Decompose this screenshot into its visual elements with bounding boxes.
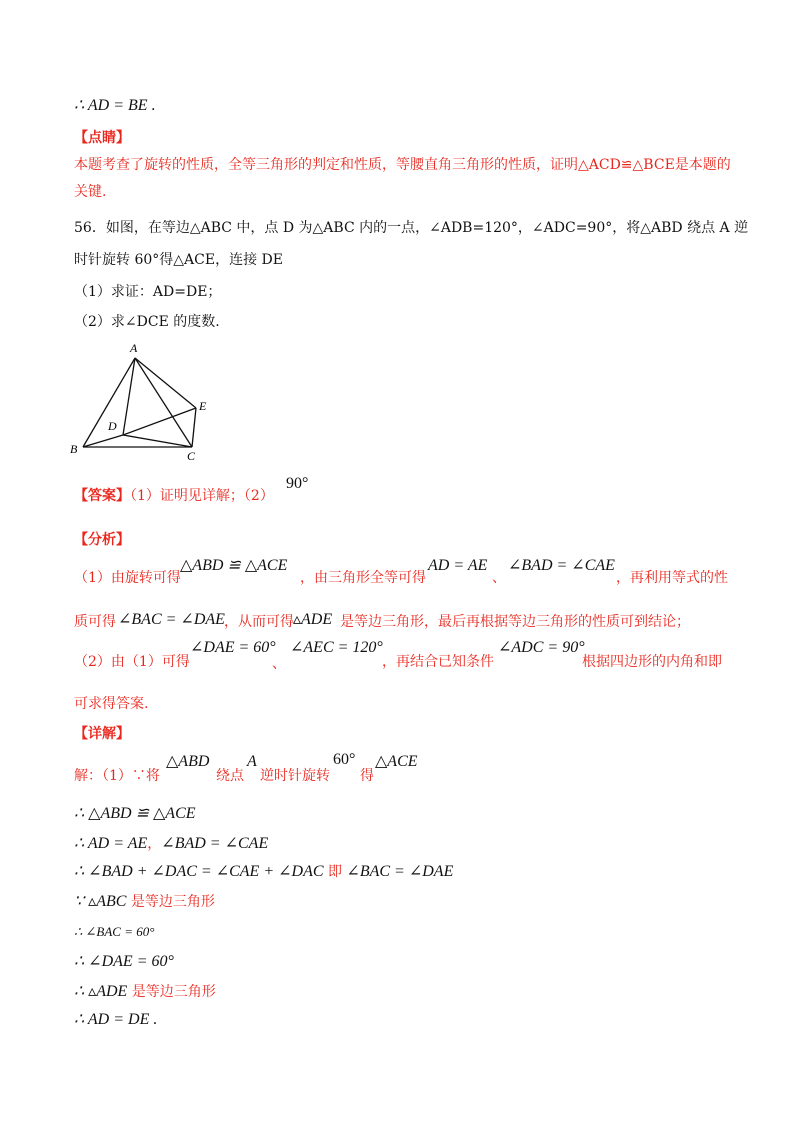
detail-s5-b: 是等边三角形 <box>130 894 215 910</box>
label-b: B <box>70 442 78 456</box>
detail-s3-b: ， <box>147 836 162 852</box>
detail-s1-math1: △ABD <box>166 753 210 770</box>
answer-tag: 【答案】 <box>74 488 130 504</box>
analysis-l3-math2: ∠AEC = 120° <box>290 639 383 656</box>
detail-s9: ∴ AD = DE . <box>74 1011 158 1028</box>
detail-s8-a: ∴ ▵ADE <box>74 983 128 1000</box>
analysis-l2-math1: ∠BAC = ∠DAE <box>118 611 225 628</box>
analysis-l1-math3: ∠BAD = ∠CAE <box>508 557 615 574</box>
analysis-l1-b: ，由三角形全等可得 <box>300 570 426 586</box>
analysis-l3-d: 根据四边形的内角和即 <box>582 654 722 670</box>
analysis-l3-a: （2）由（1）可得 <box>74 654 190 670</box>
segment-dc <box>123 435 192 447</box>
problem-stem-line2: 时针旋转 60°得△ACE，连接 DE <box>74 252 283 268</box>
dianjing-tag: 【点睛】 <box>74 130 130 146</box>
analysis-l1-d: ，再利用等式的性 <box>616 570 728 586</box>
analysis-l1-a: （1）由旋转可得 <box>74 570 181 586</box>
analysis-l4: 可求得答案. <box>74 696 149 712</box>
dianjing-text: 本题考查了旋转的性质，全等三角形的判定和性质，等腰直角三角形的性质，证明△ACD≌△BCE是本题的关键. <box>74 157 731 200</box>
previous-conclusion: ∴ AD = BE . <box>74 97 156 114</box>
analysis-l3-c: ，再结合已知条件 <box>382 654 494 670</box>
analysis-tag: 【分析】 <box>74 532 130 548</box>
analysis-l1-c: 、 <box>492 570 506 586</box>
detail-s7: ∴ ∠DAE = 60° <box>74 953 174 970</box>
answer-line <box>74 486 274 506</box>
detail-s8-b: 是等边三角形 <box>131 984 216 1000</box>
detail-s1-a: 解：（1）∵将 <box>74 768 160 784</box>
detail-s8 <box>74 982 216 1002</box>
detail-s1-b: 绕点 <box>216 768 244 784</box>
label-e: E <box>199 399 207 413</box>
detail-s4-a: ∴ ∠BAD + ∠DAC = ∠CAE + ∠DAC <box>74 863 324 880</box>
question-1: （1）求证：AD=DE； <box>74 284 222 300</box>
detail-s3 <box>74 834 268 854</box>
analysis-l3-math3: ∠ADC = 90° <box>498 639 585 656</box>
analysis-l1-math1: △ABD ≌ △ACE <box>180 557 288 574</box>
segment-ac <box>135 358 192 447</box>
analysis-l2-c: 是等边三角形，最后再根据等边三角形的性质可到结论； <box>340 614 690 630</box>
detail-s4-b: 即 <box>327 864 342 880</box>
detail-s3-c: ∠BAD = ∠CAE <box>161 835 269 852</box>
detail-s6: ∴ ∠BAC = 60° <box>74 924 155 939</box>
label-a: A <box>130 341 138 355</box>
question-2: （2）求∠DCE 的度数. <box>74 314 220 330</box>
analysis-line1-text <box>74 568 181 588</box>
detail-s1-math4: △ACE <box>375 753 418 770</box>
answer-part1: （1）证明见详解；（2） <box>130 488 274 504</box>
detail-s5-a: ∵ ▵ABC <box>74 893 127 910</box>
analysis-l2-a: 质可得 <box>74 614 116 630</box>
geometry-figure <box>66 340 226 465</box>
detail-tag: 【详解】 <box>74 726 130 742</box>
label-d: D <box>108 419 117 433</box>
segment-ec <box>192 408 196 447</box>
detail-s1-d: 得 <box>360 768 374 784</box>
analysis-l2-math2: ▵ADE <box>293 611 333 628</box>
segment-de <box>123 408 196 435</box>
analysis-l2-b: ，从而可得 <box>224 614 294 630</box>
problem-stem-line1: 56．如图，在等边△ABC 中，点 D 为△ABC 内的一点，∠ADB=120°，∠ADC=90°，将△ABD 绕点 A 逆 <box>74 220 749 236</box>
detail-s1-math2: A <box>247 753 257 770</box>
detail-s5 <box>74 892 215 912</box>
detail-s4-c: ∠BAC = ∠DAE <box>346 863 454 880</box>
analysis-l1-math2: AD = AE <box>428 557 488 574</box>
detail-s4 <box>74 862 453 882</box>
detail-s1-math3: 60° <box>333 751 356 768</box>
detail-s3-a: ∴ AD = AE <box>74 835 148 852</box>
analysis-l3-b: 、 <box>272 656 286 672</box>
detail-s2: ∴ △ABD ≌ △ACE <box>74 805 196 822</box>
segment-ae <box>135 358 196 408</box>
answer-value: 90° <box>286 475 309 492</box>
detail-s1-c: 逆时针旋转 <box>260 768 330 784</box>
label-c: C <box>187 449 196 463</box>
analysis-l3-math1: ∠DAE = 60° <box>190 639 276 656</box>
